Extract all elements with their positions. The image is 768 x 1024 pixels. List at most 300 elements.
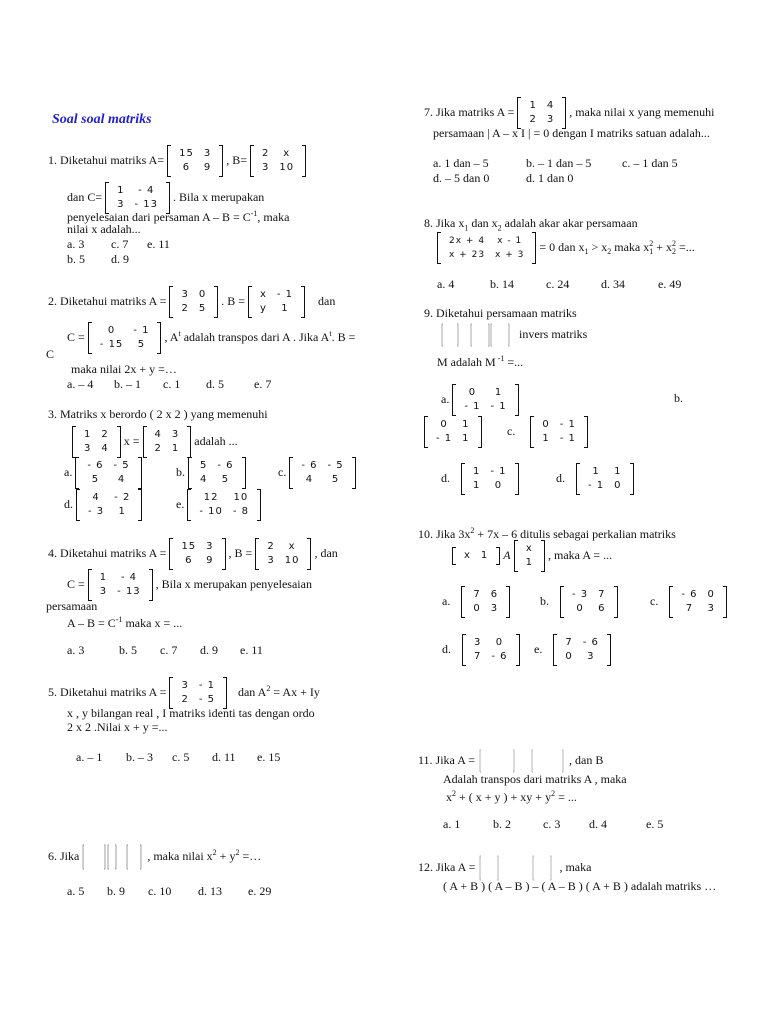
matrix-cell: - 8 — [232, 506, 249, 517]
question-2-line-2: C = 0 - 1 - 15 5 , $A^t$ adalah transpos dari A . Jika $A^t$. B = — [67, 322, 355, 354]
q10-row-vector — [452, 547, 500, 565]
matrix-row — [459, 386, 511, 400]
matrix-cell: 4 — [200, 474, 208, 485]
matrix-cell: 15 — [179, 148, 194, 159]
q1-option-a[interactable]: a. 3 — [67, 237, 85, 251]
matrix-cell: 1 — [494, 387, 503, 398]
matrix-row — [150, 442, 185, 456]
matrix-cell: 5 — [221, 474, 230, 485]
matrix-cell: 12 — [203, 492, 219, 503]
matrix-cell: 0 — [495, 637, 504, 648]
q8-option-b[interactable]: b. 14 — [490, 277, 514, 291]
matrix-cell: 0 — [576, 603, 584, 614]
q4-option-b[interactable]: b. 5 — [119, 643, 137, 657]
matrix-cell: - 1 — [490, 466, 507, 477]
matrix-table — [255, 288, 298, 316]
q7-option-c[interactable]: c. – 1 dan 5 — [622, 156, 678, 170]
matrix-cell: 3 — [707, 603, 715, 614]
matrix-cell: 6 — [490, 589, 499, 600]
q11-option-c[interactable]: c. 3 — [543, 817, 561, 831]
matrix-row — [583, 479, 627, 493]
matrix-cell: x — [259, 289, 267, 300]
matrix-cell: x — [464, 550, 471, 561]
matrix-cell: 0 — [198, 289, 207, 300]
matrix-table — [676, 588, 720, 616]
matrix-table — [468, 465, 512, 493]
matrix-cell: 2 — [181, 694, 189, 705]
question-12-line-2: ( A + B ) ( A – B ) – ( A – B ) ( A + B ) adalah matriks … — [443, 879, 717, 893]
q5-option-e[interactable]: e. 15 — [257, 750, 281, 764]
matrix-row — [255, 302, 298, 316]
matrix-row — [468, 588, 503, 602]
matrix-cell: 10 — [279, 162, 295, 173]
matrix-row — [567, 588, 611, 602]
matrix-cell: - 6 — [87, 460, 104, 471]
matrix-row — [176, 693, 220, 707]
question-4-line-3: persamaan — [46, 599, 98, 613]
matrix-table — [431, 418, 475, 446]
matrix-cell: 7 — [565, 637, 573, 648]
matrix-cell: 1 — [473, 480, 481, 491]
matrix-cell: 1 — [614, 466, 622, 477]
q10-option-e[interactable]: e. 7 - 6 0 3 — [534, 634, 611, 666]
matrix-cell: 2 — [267, 541, 275, 552]
q5-option-d[interactable]: d. 11 — [212, 750, 236, 764]
matrix-cell: - 1 — [133, 325, 150, 336]
matrix-cell: 2 — [154, 443, 162, 454]
q2-matrix-a — [169, 286, 218, 318]
q10-matrix-option-e — [553, 634, 611, 666]
q2-matrix-c — [88, 322, 162, 354]
page-title: Soal soal matriks — [52, 112, 152, 127]
matrix-cell: 1 — [117, 185, 125, 196]
question-11-line-3: $x^2$ + ( x + y ) + xy + $y^2$ = ... — [446, 789, 577, 804]
matrix-cell: 5 — [137, 339, 146, 350]
matrix-table — [583, 465, 627, 493]
matrix-cell: 0 — [468, 387, 477, 398]
matrix-row — [174, 147, 216, 161]
q9-option-d[interactable]: d. 1 - 1 1 0 — [441, 463, 519, 495]
matrix-table — [459, 549, 493, 563]
q10-option-d[interactable]: d. 3 0 7 - 6 — [442, 634, 520, 666]
question-9-line-1: 9. Diketahui persamaan matriks — [424, 306, 577, 320]
matrix-row — [95, 571, 146, 585]
matrix-cell: 0 — [494, 480, 503, 491]
q9-option-e[interactable]: d. 1 1 - 1 0 — [556, 463, 634, 495]
q3-option-b[interactable]: b. 5 - 6 4 5 — [176, 457, 246, 489]
q4-option-c[interactable]: c. 7 — [160, 643, 178, 657]
matrix-table — [95, 324, 155, 352]
question-4-line-1: 4. Diketahui matriks A = 15 3 6 9 , B = 2 x 3 10 , dan — [48, 538, 338, 570]
q2-option-e[interactable]: e. 7 — [254, 377, 272, 391]
q1-matrix-b — [250, 145, 306, 177]
matrix-row — [521, 542, 538, 556]
matrix-cell: 1 — [84, 429, 92, 440]
question-1-line-1: 1. Diketahui matriks A= 15 3 6 9 , B= 2 x 3 10 — [48, 145, 306, 177]
q7-option-d2[interactable]: d. 1 dan 0 — [526, 171, 574, 185]
matrix-row — [262, 540, 304, 554]
matrix-table — [176, 679, 220, 707]
q5-option-a[interactable]: a. – 1 — [76, 750, 103, 764]
matrix-table — [469, 636, 513, 664]
matrix-cell: 2 — [181, 303, 189, 314]
matrix-cell: 3 — [203, 148, 212, 159]
matrix-row — [468, 602, 503, 616]
matrix-cell: - 1 — [559, 419, 576, 430]
matrix-cell: - 1 — [588, 480, 605, 491]
matrix-cell: x + 3 — [495, 250, 525, 260]
question-2-line-3: maka nilai 2x + y =… — [71, 362, 177, 376]
matrix-cell: 15 — [181, 541, 197, 552]
q2-matrix-b — [248, 286, 305, 318]
matrix-cell: - 1 — [559, 433, 576, 444]
matrix-row — [459, 400, 511, 414]
matrix-row — [560, 650, 604, 664]
matrix-cell: - 10 — [199, 506, 223, 517]
question-12-line-1: 12. Jika A = , maka — [418, 854, 591, 882]
q11-small-matrix-icon — [478, 748, 566, 774]
matrix-table — [83, 491, 135, 519]
matrix-row — [444, 234, 529, 248]
matrix-row — [195, 459, 239, 473]
matrix-cell: x - 1 — [497, 236, 523, 246]
matrix-cell: 7 — [598, 589, 606, 600]
q11-option-d[interactable]: d. 4 — [589, 817, 607, 831]
q6-option-a[interactable]: a. 5 — [67, 884, 85, 898]
matrix-cell: 3 — [99, 586, 108, 597]
question-7-line-1: 7. Jika matriks A = 1 4 2 3 , maka nilai x yang memenuhi — [424, 97, 714, 129]
matrix-cell: 4 — [546, 100, 555, 111]
matrix-cell: 0 — [707, 589, 715, 600]
question-11-line-2: Adalah transpos dari matriks A , maka — [443, 772, 627, 786]
matrix-row — [95, 338, 155, 352]
question-1-line-2: dan C= 1 - 4 3 - 13 . Bila x merupakan — [67, 182, 264, 214]
q4-matrix-b — [255, 538, 311, 570]
matrix-cell: - 4 — [120, 572, 137, 583]
matrix-cell: 7 — [685, 603, 694, 614]
q8-option-a[interactable]: a. 4 — [437, 277, 455, 291]
matrix-cell: 5 — [91, 474, 100, 485]
q4-option-e[interactable]: e. 11 — [240, 643, 263, 657]
matrix-row — [560, 636, 604, 650]
matrix-cell: 3 — [587, 651, 595, 662]
question-10-line-1: 10. Jika $3x^2 + 7x - 6$ ditulis sebagai perkalian matriks — [418, 526, 676, 541]
q3-option-a[interactable]: a. - 6 - 5 5 4 — [64, 457, 142, 489]
matrix-cell: 9 — [206, 555, 214, 566]
matrix-table — [262, 540, 304, 568]
question-4-line-4: $A - B = C^{-1}$ maka x = ... — [67, 615, 183, 630]
question-9-line-2: invers matriks — [440, 321, 587, 349]
matrix-cell: 0 — [614, 480, 622, 491]
matrix-cell: 6 — [185, 555, 193, 566]
q3-matrix-option-e — [187, 489, 261, 521]
q11-option-e[interactable]: e. 5 — [646, 817, 664, 831]
matrix-row — [95, 585, 146, 599]
q10-option-c[interactable]: c. - 6 0 7 3 — [650, 586, 727, 618]
question-5-line-3: 2 x 2 .Nilai x + y =... — [67, 720, 168, 734]
matrix-row — [95, 324, 155, 338]
matrix-row — [194, 491, 254, 505]
matrix-cell: 3 — [206, 541, 214, 552]
q2-option-b[interactable]: b. – 1 — [114, 377, 141, 391]
matrix-cell: 1 — [99, 572, 108, 583]
matrix-cell: 1 — [171, 443, 180, 454]
question-3-line-1: 3. Matriks x berordo ( 2 x 2 ) yang memenuhi — [48, 407, 268, 421]
matrix-cell: - 6 — [681, 589, 698, 600]
matrix-cell: - 13 — [134, 199, 158, 210]
matrix-row — [176, 540, 218, 554]
q9-option-b-matrix[interactable] — [424, 416, 482, 448]
matrix-cell: 5 — [198, 303, 207, 314]
matrix-row — [176, 288, 211, 302]
question-4-line-2: C = 1 - 4 3 - 13 , Bila x merupakan penyelesaian — [67, 569, 312, 601]
q3-matrix-option-c — [289, 457, 355, 489]
q7-option-d[interactable]: d. – 5 dan 0 — [433, 171, 490, 185]
question-2-c-letter: C — [46, 347, 55, 361]
q5-matrix-a — [169, 677, 227, 709]
matrix-cell: 1 — [480, 550, 489, 561]
matrix-table — [82, 459, 134, 487]
matrix-cell: 4 — [92, 492, 100, 503]
q7-option-a[interactable]: a. 1 dan – 5 — [433, 156, 489, 170]
matrix-cell: 3 — [546, 114, 555, 125]
matrix-cell: - 6 — [582, 637, 599, 648]
matrix-table — [468, 588, 503, 616]
matrix-cell: - 4 — [138, 185, 155, 196]
matrix-row — [444, 248, 529, 262]
matrix-cell: 1 — [462, 419, 470, 430]
q8-option-e[interactable]: e. 49 — [658, 277, 682, 291]
q12-small-matrix-icon — [478, 854, 556, 882]
matrix-cell: 1 — [525, 557, 534, 568]
q6-option-e[interactable]: e. 29 — [248, 884, 272, 898]
matrix-cell: - 1 — [464, 401, 481, 412]
question-5-line-2: x , y bilangan real , I matriks identi tas dengan ordo — [67, 706, 315, 720]
q8-option-c[interactable]: c. 24 — [546, 277, 570, 291]
matrix-cell: 2 — [529, 114, 537, 125]
matrix-cell: 3 — [181, 680, 189, 691]
matrix-table — [444, 234, 529, 262]
question-1-line-4: nilai x adalah... — [67, 222, 141, 236]
matrix-cell: 1 — [529, 100, 537, 111]
q4-option-d[interactable]: d. 9 — [200, 643, 218, 657]
matrix-table — [257, 147, 299, 175]
matrix-row — [257, 147, 299, 161]
matrix-cell: 4 — [154, 429, 162, 440]
matrix-cell: - 5 — [113, 460, 130, 471]
matrix-cell: 10 — [284, 555, 300, 566]
q9-matrix-option-d — [461, 463, 519, 495]
question-8-line-1: 8. Jika $x_1$ dan $x_2$ adalah akar akar persamaan — [424, 216, 638, 233]
matrix-cell: 1 — [592, 466, 600, 477]
q6-option-c[interactable]: c. 10 — [148, 884, 172, 898]
matrix-cell: 3 — [84, 443, 92, 454]
matrix-row — [176, 554, 218, 568]
matrix-table — [296, 459, 348, 487]
matrix-cell: 6 — [182, 162, 191, 173]
q3-matrix-option-a — [75, 457, 141, 489]
matrix-cell: 1 — [462, 433, 470, 444]
matrix-row — [150, 428, 185, 442]
matrix-table — [95, 571, 146, 599]
q3-option-c[interactable]: c. - 6 - 5 4 5 — [278, 457, 356, 489]
question-11-line-1: 11. Jika A = , dan B — [418, 748, 603, 774]
q9-small-matrix-equation-icon — [440, 321, 512, 349]
matrix-cell: - 2 — [114, 492, 131, 503]
question-5-line-1: 5. Diketahui matriks A = 3 - 1 2 - 5 dan $A^2 = Ax + Iy$ — [48, 677, 320, 709]
matrix-cell: - 5 — [327, 460, 344, 471]
matrix-cell: 6 — [598, 603, 606, 614]
matrix-row — [82, 459, 134, 473]
matrix-row — [79, 428, 114, 442]
q4-option-a[interactable]: a. 3 — [67, 643, 85, 657]
matrix-cell: 3 — [490, 603, 499, 614]
matrix-cell: - 1 — [276, 289, 294, 300]
q8-determinant — [437, 232, 536, 264]
matrix-cell: 1 — [542, 433, 550, 444]
q10-column-vector — [514, 540, 545, 572]
q3-matrix-option-b — [188, 457, 246, 489]
matrix-row — [83, 491, 135, 505]
matrix-cell: 4 — [101, 443, 109, 454]
q3-option-d[interactable]: d. 4 - 2 - 3 1 — [64, 489, 142, 521]
question-6-line-1: 6. Jika , maka nilai $x^2 + y^2$ =… — [48, 843, 261, 871]
matrix-row — [469, 636, 513, 650]
matrix-table — [459, 386, 511, 414]
question-10-line-2: x 1 A x 1 , maka A = ... — [452, 540, 612, 572]
matrix-cell: 0 — [542, 419, 550, 430]
q11-option-b[interactable]: b. 2 — [493, 817, 511, 831]
q1-option-c[interactable]: c. 7 — [111, 237, 129, 251]
matrix-row — [79, 442, 114, 456]
matrix-row — [468, 465, 512, 479]
matrix-row — [468, 479, 512, 493]
matrix-cell: 1 — [473, 466, 481, 477]
q5-option-b[interactable]: b. – 3 — [126, 750, 153, 764]
matrix-row — [257, 161, 299, 175]
matrix-row — [431, 418, 475, 432]
matrix-row — [194, 505, 254, 519]
q3-option-e[interactable]: e. 12 10 - 10 - 8 — [176, 489, 261, 521]
matrix-cell: 4 — [117, 474, 126, 485]
q9-matrix-option-e — [576, 463, 634, 495]
matrix-cell: 7 — [474, 651, 482, 662]
matrix-cell: 3 — [474, 637, 482, 648]
matrix-cell: - 6 — [217, 460, 234, 471]
matrix-cell: 9 — [203, 162, 212, 173]
matrix-cell: 4 — [305, 474, 314, 485]
matrix-row — [83, 505, 135, 519]
q8-option-d[interactable]: d. 34 — [601, 277, 625, 291]
q10-option-b[interactable]: b. - 3 7 0 6 — [540, 586, 618, 618]
matrix-cell: - 1 — [436, 433, 453, 444]
matrix-row — [82, 473, 134, 487]
q11-option-a[interactable]: a. 1 — [443, 817, 461, 831]
q6-small-matrix-equation-icon — [82, 843, 144, 871]
q1-option-e[interactable]: e. 11 — [147, 237, 170, 251]
matrix-row — [676, 602, 720, 616]
question-8-line-2: 2x + 4 x - 1 x + 23 x + 3 = 0 dan $x_1 > x_2$ maka $x^2_1 + x^2_2$ =... — [437, 232, 695, 264]
matrix-cell: x — [288, 541, 296, 552]
matrix-cell: - 6 — [301, 460, 318, 471]
q2-option-d[interactable]: d. 5 — [206, 377, 224, 391]
matrix-table — [521, 542, 538, 570]
q1-option-d[interactable]: d. 9 — [111, 252, 129, 266]
matrix-cell: 7 — [473, 589, 481, 600]
matrix-cell: 5 — [331, 474, 340, 485]
matrix-row — [676, 588, 720, 602]
matrix-cell: 3 — [261, 162, 270, 173]
q5-option-c[interactable]: c. 5 — [172, 750, 190, 764]
q10-matrix-option-a — [461, 586, 510, 618]
matrix-row — [112, 184, 163, 198]
q6-option-b[interactable]: b. 9 — [107, 884, 125, 898]
matrix-cell: - 3 — [572, 589, 589, 600]
q7-matrix-a — [517, 97, 566, 129]
q10-option-a[interactable]: a. 7 6 0 3 — [442, 586, 510, 618]
matrix-cell: - 13 — [117, 586, 141, 597]
q4-matrix-a — [169, 538, 225, 570]
matrix-cell: x + 23 — [449, 250, 486, 260]
matrix-cell: - 15 — [99, 339, 124, 350]
matrix-cell: 3 — [267, 555, 275, 566]
matrix-table — [195, 459, 239, 487]
q1-option-b[interactable]: b. 5 — [67, 252, 85, 266]
matrix-cell: 1 — [118, 506, 126, 517]
q10-matrix-option-d — [462, 634, 520, 666]
matrix-row — [524, 113, 559, 127]
q9-option-a[interactable]: a. 0 1 - 1 - 1 — [441, 384, 519, 416]
matrix-cell: 0 — [107, 325, 116, 336]
question-1-line-3: penyelesaian dari persaman $A - B = C^{-1}$, maka — [67, 209, 290, 224]
matrix-cell: 2x + 4 — [449, 236, 486, 246]
matrix-row — [262, 554, 304, 568]
q3-matrix-right — [143, 426, 192, 458]
matrix-cell: 2 — [101, 429, 109, 440]
q3-matrix-left — [72, 426, 121, 458]
matrix-table — [567, 588, 611, 616]
matrix-table — [524, 99, 559, 127]
q9-option-b-label[interactable]: b. — [674, 391, 683, 405]
q6-equation-image — [82, 843, 144, 871]
q9-matrix-option-b — [424, 416, 482, 448]
matrix-cell: 1 — [281, 303, 289, 314]
matrix-row — [176, 679, 220, 693]
question-3-line-2: 1 2 3 4 x = 4 3 2 1 adalah ... — [72, 426, 238, 458]
q9-matrix-option-c — [530, 416, 588, 448]
matrix-row — [195, 473, 239, 487]
matrix-cell: y — [259, 303, 267, 314]
matrix-table — [174, 147, 216, 175]
q6-option-d[interactable]: d. 13 — [198, 884, 222, 898]
q2-option-a[interactable]: a. – 4 — [67, 377, 94, 391]
matrix-cell: 10 — [233, 492, 249, 503]
q7-option-b[interactable]: b. – 1 dan – 5 — [526, 156, 592, 170]
q10-matrix-option-c — [669, 586, 727, 618]
matrix-cell: 3 — [117, 199, 125, 210]
q9-option-c[interactable]: c. 0 - 1 1 - 1 — [507, 416, 588, 448]
matrix-row — [537, 418, 581, 432]
matrix-cell: 0 — [440, 419, 448, 430]
matrix-table — [560, 636, 604, 664]
q4-matrix-c — [88, 569, 153, 601]
matrix-row — [521, 556, 538, 570]
q2-option-c[interactable]: c. 1 — [163, 377, 181, 391]
matrix-row — [469, 650, 513, 664]
matrix-cell: 5 — [200, 460, 208, 471]
matrix-row — [524, 99, 559, 113]
matrix-cell: - 5 — [198, 694, 215, 705]
